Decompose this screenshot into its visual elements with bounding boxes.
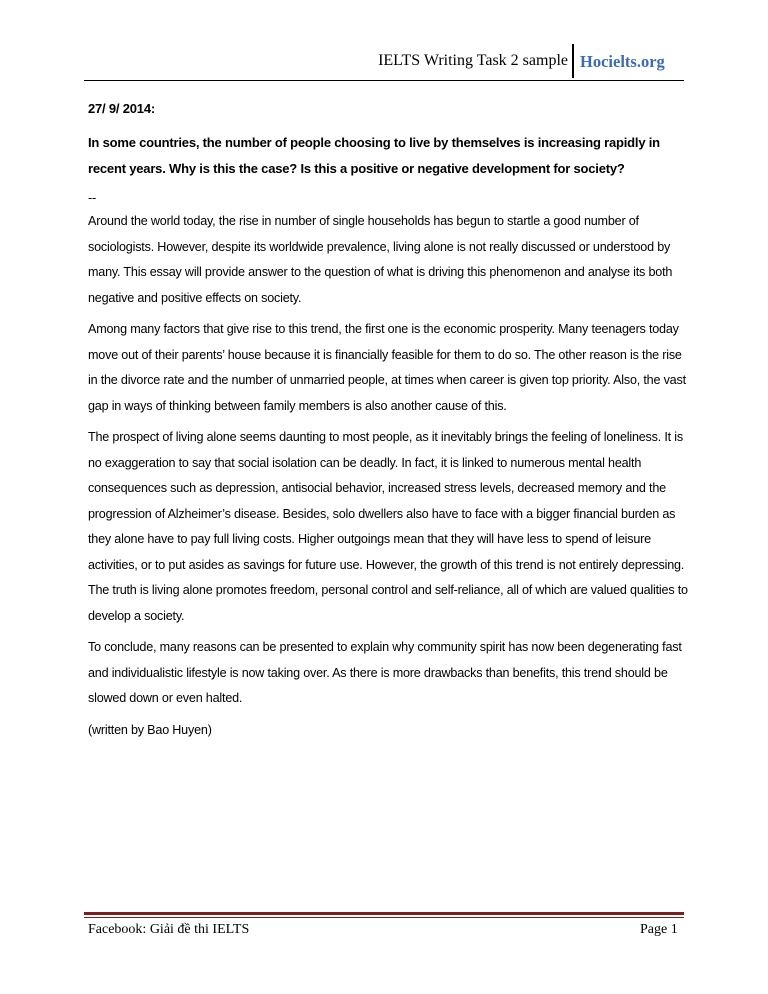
separator-text: -- <box>88 191 96 205</box>
footer-rule-thick <box>84 912 684 915</box>
paragraph-causes: Among many factors that give rise to this trend, the first one is the economic prosperity. Many teenagers today move out of their parents’ house because it is financially feasible for them to do so. The other reason is the rise in the divorce rate and the number of unmarried people, at times when career is given top priority. Also, the vast gap in ways of thinking between family members is also another cause of this. <box>88 322 686 413</box>
page-number: Page 1 <box>640 922 678 937</box>
paragraph-conclusion: To conclude, many reasons can be presented to explain why community spirit has now been degenerating fast and individualistic lifestyle is now taking over. As there is more drawbacks than benefits, this trend should be slowed down or even halted. <box>88 640 682 705</box>
footer-facebook: Facebook: Giải đề thi IELTS <box>88 922 250 937</box>
page-header <box>0 44 768 78</box>
footer-rule-thin <box>84 917 684 918</box>
header-brand: Hocielts.org <box>580 52 665 71</box>
paragraph-intro: Around the world today, the rise in number of single households has begun to startle a good number of sociologists. However, despite its worldwide prevalence, living alone is not really discussed or understood by many. This essay will provide answer to the question of what is driving this phenomenon and analyse its both negative and positive effects on society. <box>88 214 673 305</box>
header-rule <box>84 80 684 81</box>
paragraph-effects: The prospect of living alone seems daunting to most people, as it inevitably brings the feeling of loneliness. It is no exaggeration to say that social isolation can be deadly. In fact, it is linked to numerous mental health consequences such as depression, antisocial behavior, increased stress levels, decreased memory and the progression of Alzheimer’s disease. Besides, solo dwellers also have to face with a bigger financial burden as they alone have to pay full living costs. Higher outgoings mean that they will have less to spend of leisure activities, or to put asides as savings for future use. However, the growth of this trend is not entirely depressing. The truth is living alone promotes freedom, personal control and self-reliance, all of which are valued qualities to develop a society. <box>88 430 688 623</box>
document-date: 27/ 9/ 2014: <box>88 101 155 116</box>
document-body <box>88 96 688 743</box>
author-credit: (written by Bao Huyen) <box>88 722 212 737</box>
header-title: IELTS Writing Task 2 sample <box>378 52 568 69</box>
header-separator <box>572 44 574 78</box>
essay-question: In some countries, the number of people choosing to live by themselves is increasing rapidly in recent years. Why is this the case? Is this a positive or negative development for society? <box>88 135 660 176</box>
